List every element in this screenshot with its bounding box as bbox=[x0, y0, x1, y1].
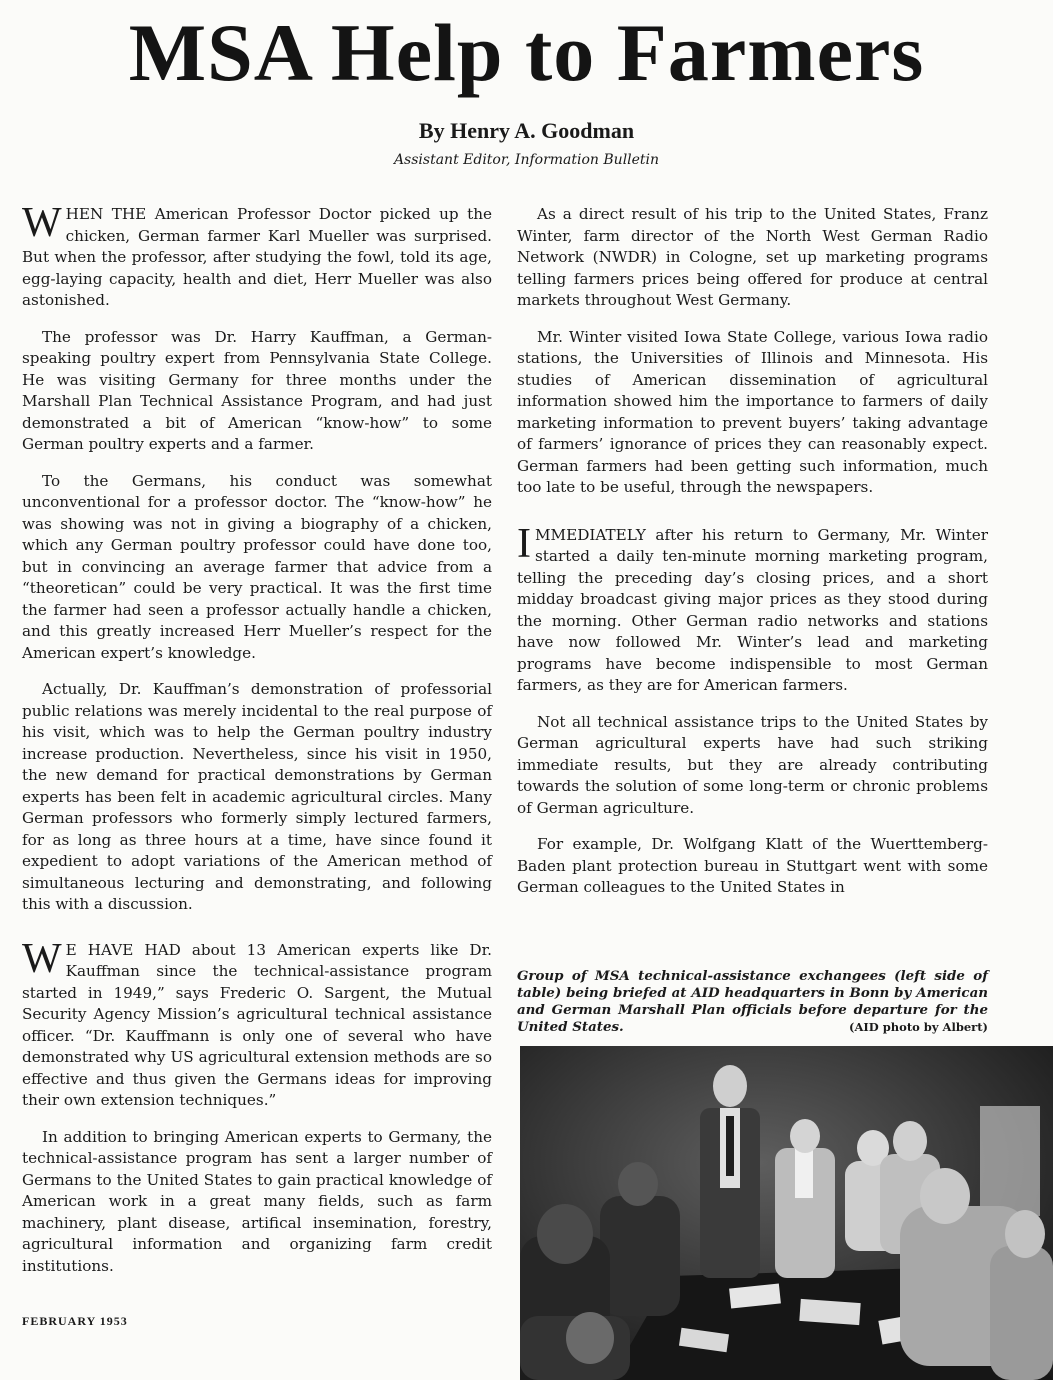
paragraph: Not all technical assistance trips to the United States by German agricultural experts have had such striking immediate results, but they are already contributing towards the solution of some long-term or chronic problems of German agriculture. bbox=[517, 712, 988, 817]
paragraph: Mr. Winter visited Iowa State College, various Iowa radio stations, the Universities of Illinois and Minnesota. His studies of American dissemination of agricultural information showed him the importance to farmers of daily marketing information to prevent buyers’ taking advantage of farmers’ ignorance of prices they can reasonably expect. German farmers had been getting such information, much too late to be useful, through the newspapers. bbox=[517, 327, 988, 496]
paragraph: In addition to bringing American experts to Germany, the technical-assistance program has sent a larger number of Germans to the United States to gain practical knowledge of American work in a great many fields, such as farm machinery, plant disease, artifical insemination, forestry, agricultural information and organizing farm credit institutions. bbox=[22, 1127, 492, 1275]
paragraph: The professor was Dr. Harry Kauffman, a German-speaking poultry expert from Pennsylvania State College. He was visiting Germany for three months under the Marshall Plan Technical Assistance Program, and had just demonstrated a bit of American “know-how” to some German poultry experts and a farmer. bbox=[22, 327, 492, 453]
paragraph: Actually, Dr. Kauffman’s demonstration of professorial public relations was merely incidental to the real purpose of his visit, which was to help the German poultry industry increase production. Nevertheless, since his visit in 1950, the new demand for practical demonstrations by German experts has been felt in academic agricultural circles. Many German professors who formerly simply lectured farmers, for as long as three hours at a time, have since found it expedient to adopt variations of the American method of simultaneous lecturing and demonstrating, and following this with a discussion. bbox=[22, 680, 492, 913]
paragraph: As a direct result of his trip to the United States, Franz Winter, farm director of the North West German Radio Network (NWDR) in Cologne, set up marketing programs telling farmers prices being offered for produce at central markets throughout West Germany. bbox=[517, 205, 988, 309]
author-affiliation: Assistant Editor, Information Bulletin bbox=[393, 152, 660, 168]
paragraph: To the Germans, his conduct was somewhat unconventional for a professor doctor. The “know-how” he was showing was not in giving a biography of a chicken, which any German poultry professor could have done too, but in convincing an average farmer that advice from a “theoretican” could be very practical. It was the first time the farmer had seen a professor actually handle a chicken, and this greatly increased Herr Mueller’s respect for the American expert’s knowledge. bbox=[22, 471, 492, 662]
paragraph: IMMEDIATELY after his return to Germany, Mr. Winter started a daily ten-minute morning marketing program, telling the preceding day’s closing prices, and a short midday broadcast giving major prices as they stood during the morning. Other German radio networks and stations have now followed Mr. Winter’s lead and marketing programs have become indispensible to most German farmers, as they are for American farmers. bbox=[517, 520, 988, 694]
photo-credit: (AID photo by Albert) bbox=[849, 1020, 988, 1034]
left-column bbox=[22, 200, 492, 1292]
drop-cap: W bbox=[22, 935, 62, 982]
meeting-photo-illustration bbox=[520, 1046, 1053, 1380]
issue-date-footer: FEBRUARY 1953 bbox=[22, 1314, 128, 1328]
paragraph: WHEN THE American Professor Doctor picked up the chicken, German farmer Karl Mueller was surprised. But when the professor, after studying the fowl, told its age, egg-laying capacity, health and diet, Herr Mueller was also astonished. bbox=[22, 200, 492, 309]
right-column bbox=[517, 204, 988, 914]
paragraph: For example, Dr. Wolfgang Klatt of the Wuerttemberg-Baden plant protection bureau in Stuttgart went with some German colleagues to the United States in bbox=[517, 835, 988, 896]
article-title: MSA Help to Farmers bbox=[128, 7, 925, 98]
paragraph: W E HAVE HAD about 13 American experts like Dr. Kauffman since the technical-assistance program started in 1949,” says Frederic O. Sargent, the Mutual Security Agency Mission’s agricultural technical assistance officer. “Dr. Kauffmann is only one of several who have demonstrated why US agricultural extension methods are so effective and thus given the Germans ideas for improving their own extension techniques.” bbox=[22, 935, 492, 1109]
photo-caption: Group of MSA technical-assistance exchangees (left side of table) being briefed at AID headquarters in Bonn by American and German Marshall Plan officials before departure for the United States. (AID photo by Albert) bbox=[517, 968, 988, 1035]
drop-cap: W bbox=[22, 200, 62, 246]
meeting-photo bbox=[520, 1046, 1053, 1380]
byline: By Henry A. Goodman bbox=[418, 118, 635, 143]
drop-cap: I bbox=[517, 520, 531, 567]
